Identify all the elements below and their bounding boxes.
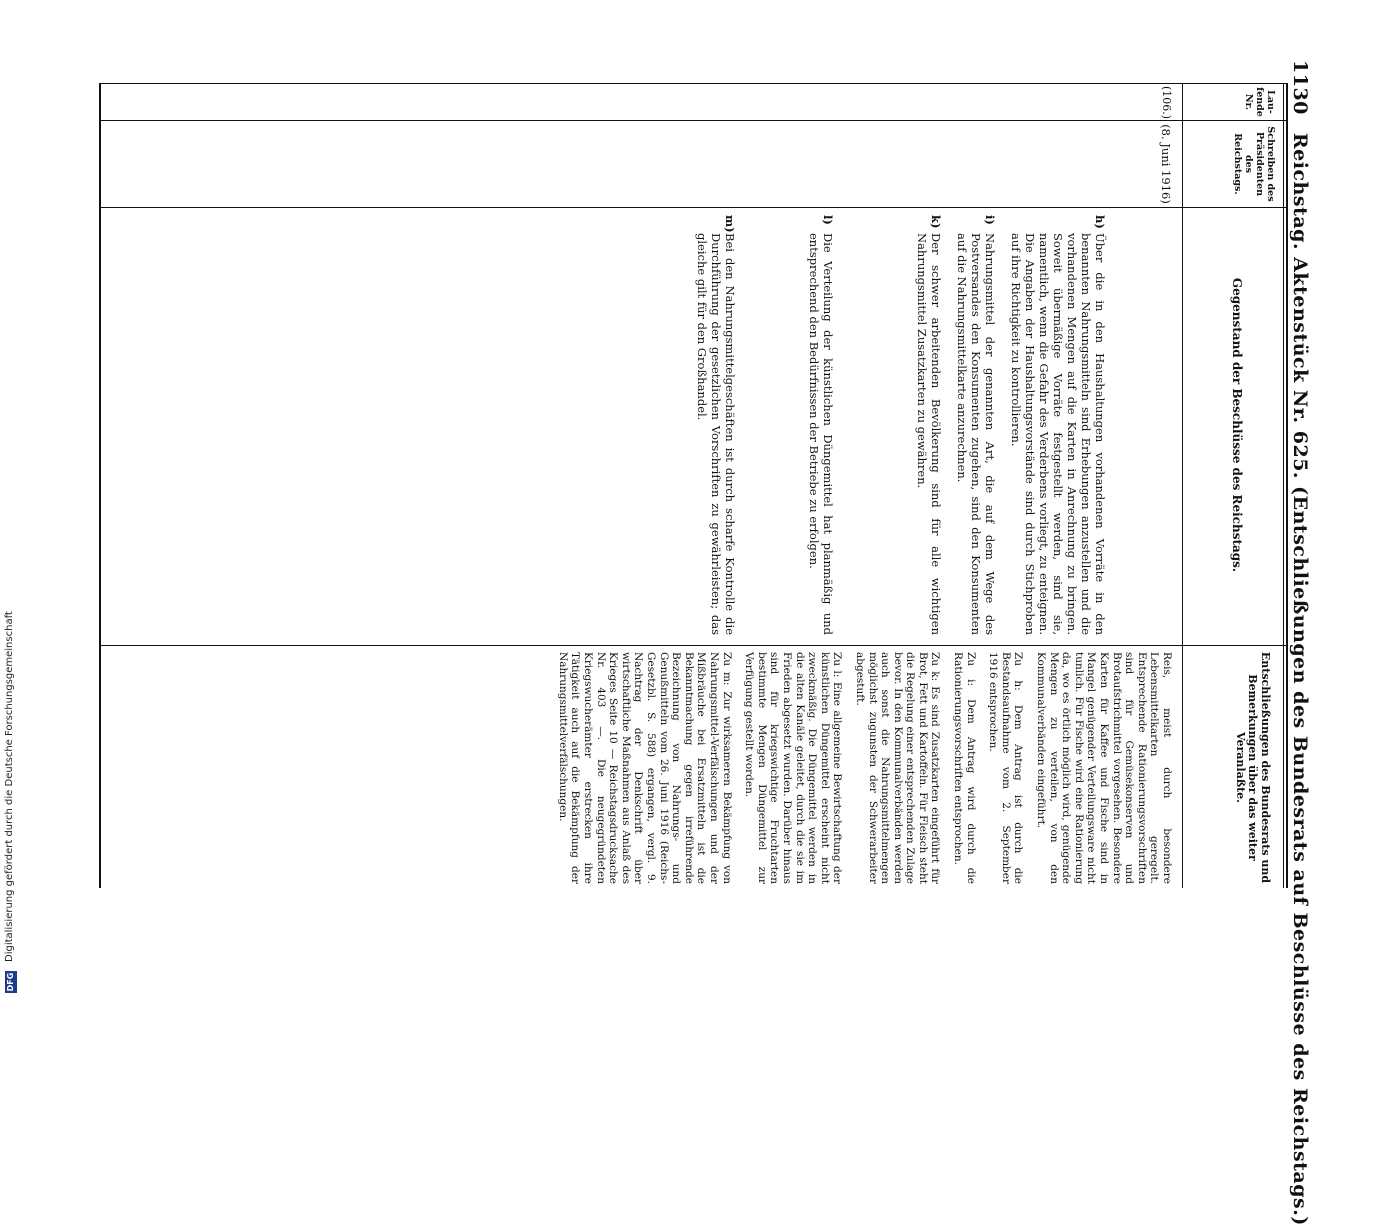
top-double-rule	[1286, 83, 1288, 888]
dfg-logo: DFG	[6, 972, 15, 992]
row-date: (8. Juni 1916)	[1159, 124, 1173, 204]
running-header	[1289, 60, 1325, 1226]
subject-item	[1009, 215, 1107, 635]
bottom-rule	[99, 83, 101, 888]
remark-text: Zu h: Dem Antrag ist durch die Bestandsaufnahme vom 2. September 1916 entsprochen.	[987, 652, 1025, 884]
remark-text: Zu m: Zur wirksameren Bekämpfung von Nahrungsmittel-Verfälschungen und der Mißbräuche bei Ersatzmitteln ist die Bekanntmachung gegen irreführende Bezeichnung von Nahrungs- und Genußmitteln vom 26. Juni 1916 (Reichs-Gesetzbl. S. 588) ergangen, vergl. 9. Nachtrag der Denkschrift über wirtschaftliche Maßnahmen aus Anlaß des Krieges Seite 10 — Reichstagsdrucksache Nr. 403 —. Die neugegründeten Kriegswucherämter erstrecken ihre Tätigkeit auch auf die Bekämpfung der Nahrungsmittelverfälschungen.	[556, 652, 733, 884]
remark-text: Zu l: Eine allgemeine Bewirtschaftung der künstlichen Düngemittel erscheint nicht zweckmäßig. Die Düngemittel werden in die alten Kanäle geleitet, durch die sie im Frieden abgesetzt wurden. Darüber hinaus sind für kriegswichtige Fruchtarten bestimmte Mengen Düngemittel zur Verfügung gestellt worden.	[743, 652, 844, 884]
column-header-number: Laufende Nr.	[1243, 87, 1276, 117]
subject-item	[955, 215, 997, 635]
remark-text: Zu i: Dem Antrag wird durch die Rationierungsvorschriften entsprochen.	[952, 652, 977, 884]
number-column-rule	[99, 120, 1288, 121]
letter-column-rule	[99, 207, 1288, 208]
subject-mark: h)	[1093, 215, 1107, 229]
remark-text: Zu k: Es sind Zusatzkarten eingeführt für Brot, Fett und Kartoffeln. Für Fleisch steht die Regelung einer entsprechenden Zulage bevor. In den Kommunalverbänden werden auch sonst die Nahrungsmittelmengen möglichst zugunsten der Schwerarbeiter abgestuft.	[853, 652, 942, 884]
column-rule-1	[99, 83, 1288, 84]
column-header-subject: Gegenstand der Beschlüsse des Reichstags.	[1230, 277, 1244, 573]
subject-column-rule	[99, 645, 1288, 646]
subject-mark: i)	[982, 215, 997, 225]
subject-mark: k)	[928, 215, 943, 229]
subject-text: Bei den Nahrungsmittelgeschäften ist durch scharfe Kontrolle die Durchführung der gesetzlichen Vorschriften zu gewährleisten; das gleiche gilt für den Großhandel.	[694, 233, 737, 635]
subject-item	[915, 215, 943, 635]
running-title: Reichstag. Aktenstück Nr. 625. (Entschließungen des Bundesrats auf Beschlüsse des Reichstags.)	[1289, 132, 1311, 1226]
column-header-letter: Schreiben des Präsidenten des Reichstags.	[1232, 126, 1276, 202]
column-header-resolutions: Entschließungen des Bundesrats und Bemerkungen über das weiter Veranlaßte.	[1233, 651, 1272, 884]
page-number: 1130	[1289, 60, 1311, 115]
row-number: (106.)	[1160, 86, 1173, 120]
top-double-rule-inner	[1283, 83, 1284, 888]
column-header-rule	[1182, 83, 1183, 888]
digitization-credit: Digitalisierung gefördert durch die Deutsche Forschungsgemeinschaft	[4, 611, 15, 962]
subject-text: Nahrungsmittel der genannten Art, die auf dem Wege des Postversandes den Konsumenten zugehen, sind den Konsumenten auf die Nahrungsmittelkarte anzurechnen.	[954, 233, 997, 635]
subject-text: Über die in den Haushaltungen vorhandenen Vorräte in den benannten Nahrungsmitteln sind Erhebungen anzustellen und die vorhandenen Mengen auf die Karten in Anrechnung zu bringen. Soweit übermäßige Vorräte festgestellt werden, sind sie, namentlich, wenn die Gefahr des Verderbens vorliegt, zu enteignen. Die Angaben der Haushaltungsvorstände sind durch Stichproben auf ihre Richtigkeit zu kontrollieren.	[1008, 233, 1107, 635]
subject-item	[807, 215, 835, 635]
subject-mark: m)	[722, 215, 737, 233]
column-rule-2	[1235, 83, 1236, 84]
subject-text: Der schwer arbeitenden Bevölkerung sind für alle wichtigen Nahrungsmittel Zusatzkarten zu gewähren.	[914, 233, 943, 635]
subject-item	[695, 215, 737, 635]
subject-text: Die Verteilung der künstlichen Düngemittel hat planmäßig und entsprechend den Bedürfnissen der Betriebe zu erfolgen.	[806, 233, 835, 635]
subject-list	[683, 215, 1107, 635]
subject-mark: l)	[820, 215, 835, 225]
remark-text: Reis, meist durch besondere Lebensmittelkarten geregelt. Entsprechende Rationierungsvorschriften sind für Gemüsekonserven und Brotaufstrichmittel vorgesehen. Besondere Karten für Kaffee und Fische sind in Mangel genügender Verteilungsware nicht tunlich. Für Fische wird eine Rationierung da, wo es örtlich möglich wird, genügende Mengen zu verteilen, von den Kommunalverbänden eingeführt.	[1035, 652, 1173, 884]
remarks-list	[546, 652, 1173, 884]
